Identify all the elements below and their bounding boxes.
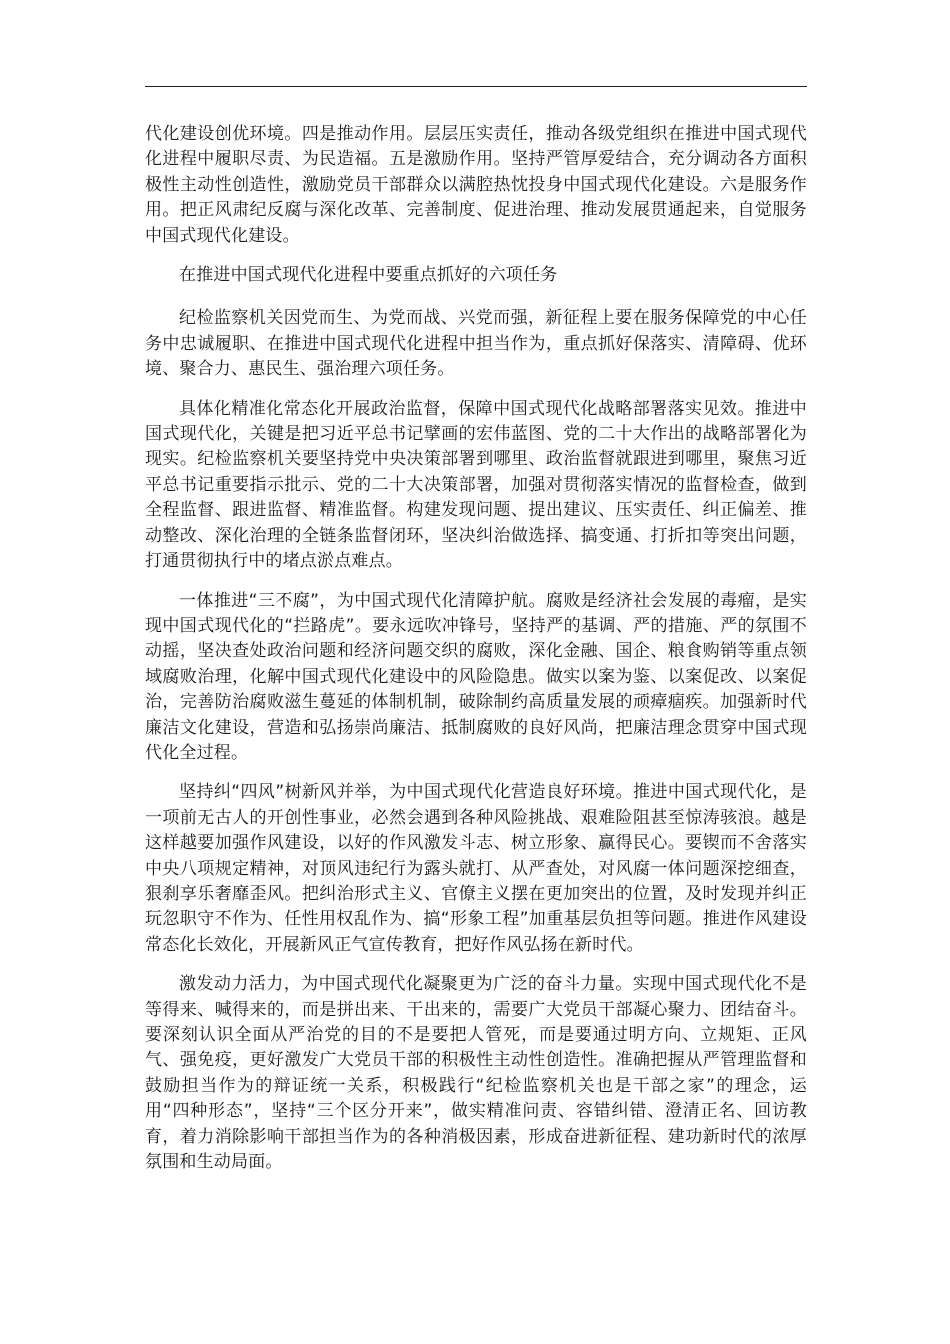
section-heading: 在推进中国式现代化进程中要重点抓好的六项任务 — [179, 265, 558, 286]
header-rule — [145, 86, 807, 87]
paragraph-intro: 纪检监察机关因党而生、为党而战、兴党而强，新征程上要在服务保障党的中心任务中忠诚履职、在推进中国式现代化进程中担当作为，重点抓好保落实、清障碍、优环境、聚合力、惠民生、强治理六项任务。 — [145, 308, 807, 380]
paragraph-political-supervision: 具体化精准化常态化开展政治监督，保障中国式现代化战略部署落实见效。推进中国式现代化，关键是把习近平总书记擘画的宏伟蓝图、党的二十大作出的战略部署化为现实。纪检监察机关要坚持党中央决策部署到哪里、政治监督就跟进到哪里，聚焦习近平总书记重要指示批示、党的二十大决策部署，加强对贯彻落实情况的监督检查，做到全程监督、跟进监督、精准监督。构建发现问题、提出建议、压实责任、纠正偏差、推动整改、深化治理的全链条监督闭环，坚决纠治做选择、搞变通、打折扣等突出问题，打通贯彻执行中的堵点淤点难点。 — [145, 398, 807, 572]
paragraph-work-style: 坚持纠“四风”树新风并举，为中国式现代化营造良好环境。推进中国式现代化，是一项前无古人的开创性事业，必然会遇到各种风险挑战、艰难险阻甚至惊涛骇浪。越是这样越要加强作风建设，以好的作风激发斗志、树立形象、赢得民心。要锲而不舍落实中央八项规定精神，对顶风违纪行为露头就打、从严查处，对风腐一体问题深挖细查，狠刹享乐奢靡歪风。把纠治形式主义、官僚主义摆在更加突出的位置，及时发现并纠正玩忽职守不作为、任性用权乱作为、搞“形象工程”加重基层负担等问题。推进作风建设常态化长效化，开展新风正气宣传教育，把好作风弘扬在新时代。 — [145, 782, 807, 955]
paragraph-anti-corruption: 一体推进“三不腐”，为中国式现代化清障护航。腐败是经济社会发展的毒瘤，是实现中国式现代化的“拦路虎”。要永远吹冲锋号，坚持严的基调、严的措施、严的氛围不动摇，坚决查处政治问题和经济问题交织的腐败，深化金融、国企、粮食购销等重点领域腐败治理，化解中国式现代化建设中的风险隐患。做实以案为鉴、以案促改、以案促治，完善防治腐败滋生蔓延的体制机制，破除制约高质量发展的顽瘴痼疾。加强新时代廉洁文化建设，营造和弘扬崇尚廉洁、抵制腐败的良好风尚，把廉洁理念贯穿中国式现代化全过程。 — [145, 590, 807, 763]
paragraph-continuation: 代化建设创优环境。四是推动作用。层层压实责任，推动各级党组织在推进中国式现代化进程中履职尽责、为民造福。五是激励作用。坚持严管厚爱结合，充分调动各方面积极性主动性创造性，激励党员干部群众以满腔热忱投身中国式现代化建设。六是服务作用。把正风肃纪反腐与深化改革、完善制度、促进治理、推动发展贯通起来，自觉服务中国式现代化建设。 — [145, 124, 807, 246]
document-body — [145, 122, 807, 1189]
paragraph-motivation: 激发动力活力，为中国式现代化凝聚更为广泛的奋斗力量。实现中国式现代化不是等得来、喊得来的，而是拼出来、干出来的，需要广大党员干部凝心聚力、团结奋斗。要深刻认识全面从严治党的目的不是要把人管死，而是要通过明方向、立规矩、正风气、强免疫，更好激发广大党员干部的积极性主动性创造性。准确把握从严管理监督和鼓励担当作为的辩证统一关系，积极践行“纪检监察机关也是干部之家”的理念，运用“四种形态”，坚持“三个区分开来”，做实精准问责、容错纠错、澄清正名、回访教育，着力消除影响干部担当作为的各种消极因素，形成奋进新征程、建功新时代的浓厚氛围和生动局面。 — [145, 974, 807, 1173]
